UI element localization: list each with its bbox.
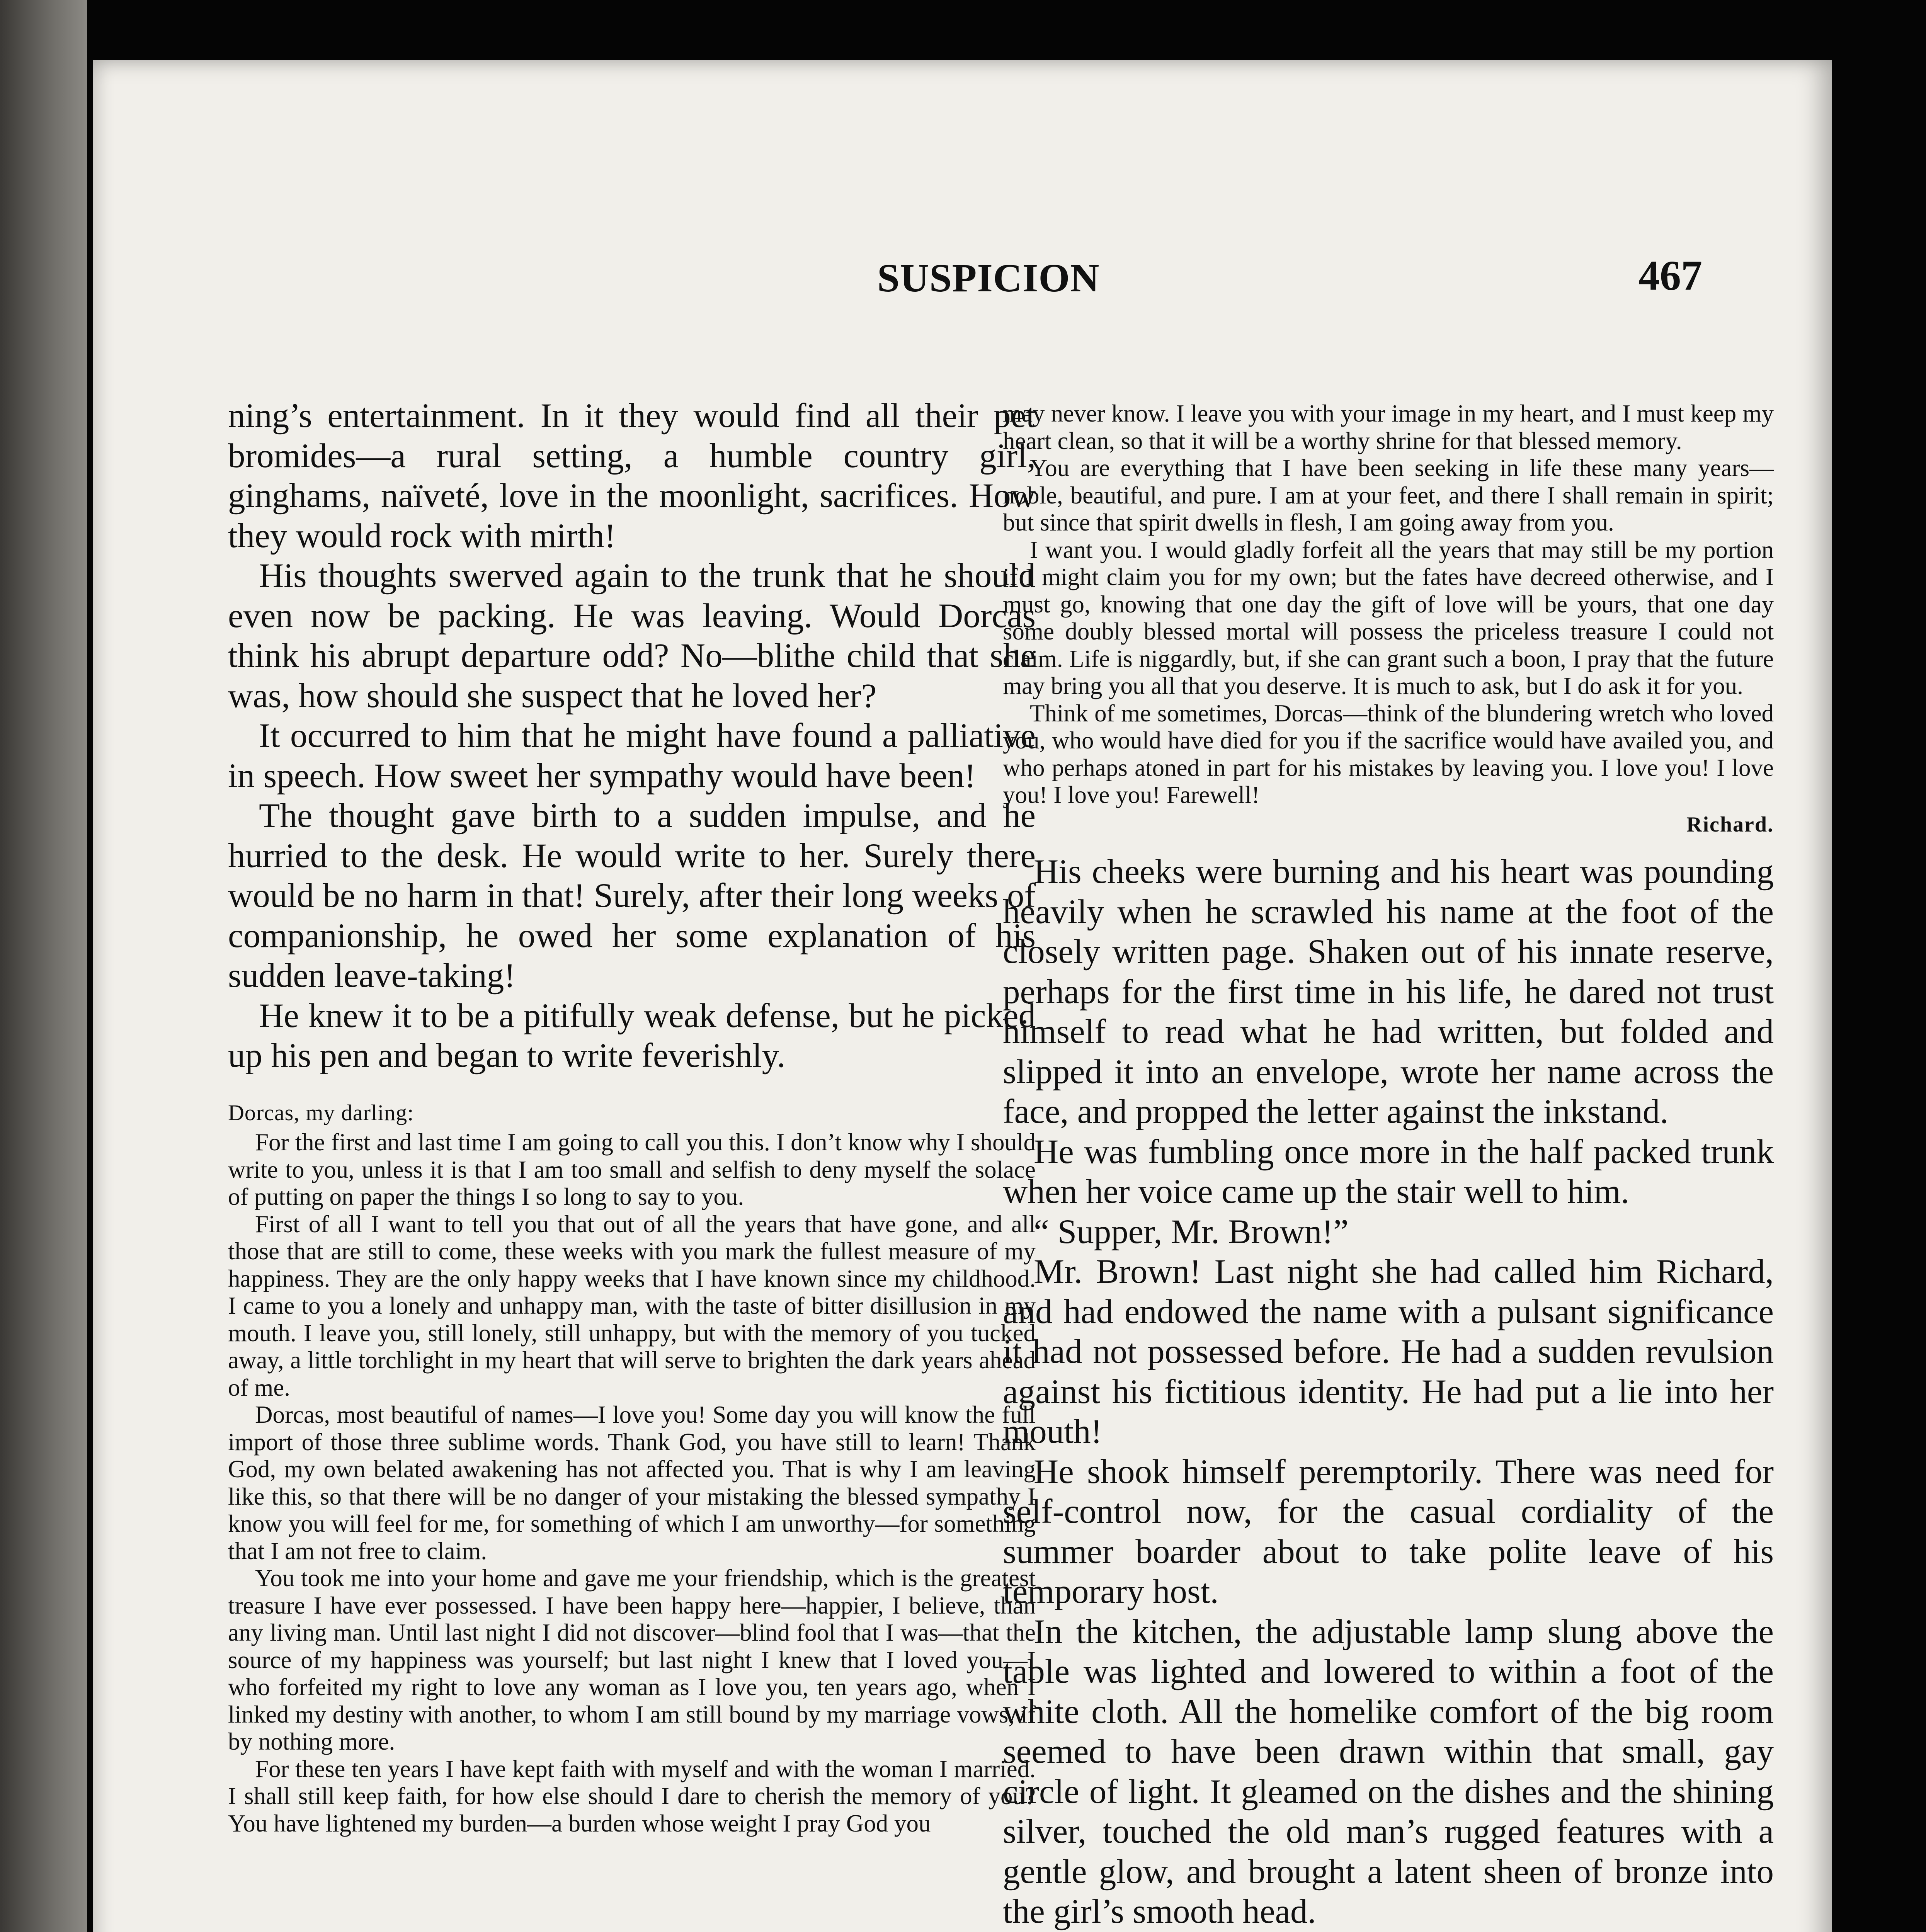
- running-head: [93, 252, 1832, 313]
- paragraph: In the kitchen, the adjustable lamp slung above the table was lighted and lowered to within a foot of the white cloth. All the homelike comfort of the big room seemed to have been drawn within that small, gay circle of light. It gleamed on the dishes and the shining silver, touched the old man’s rugged features with a gentle glow, and brought a latent sheen of bronze into the girl’s smooth head.: [1003, 1612, 1774, 1930]
- letter-paragraph: I want you. I would gladly forfeit all the years that may still be my portion if I might claim you for my own; but the fates have decreed otherwise, and I must go, knowing that one day the gift of love will be yours, that one day some doubly blessed mortal will possess the priceless treasure I could not claim. Life is niggardly, but, if she can grant such a boon, I pray that the future may bring you all that you deserve. It is much to ask, but I do ask it for you.: [1003, 536, 1774, 699]
- narrative-before-letter: [228, 396, 1036, 1076]
- right-column: [1003, 400, 1774, 1932]
- paragraph: “ Supper, Mr. Brown!”: [1034, 1213, 1349, 1251]
- letter-paragraph: First of all I want to tell you that out of all the years that have gone, and all those that are still to come, these weeks with you mark the fullest measure of my happiness. They are the only happy weeks that I have known since my childhood. I came to you a lonely and unhappy man, with the taste of bitter disillusion in my mouth. I leave you, still lonely, still unhappy, but with the memory of you tucked away, a little torchlight in my heart that will serve to brighten the dark years ahead of me.: [228, 1210, 1036, 1401]
- page-title: SUSPICION: [877, 256, 1100, 300]
- paragraph: It occurred to him that he might have found a palliative in speech. How sweet her sympathy would have been!: [228, 717, 1036, 795]
- book-page: [93, 60, 1832, 1932]
- page-number: 467: [1638, 252, 1702, 299]
- paragraph: He knew it to be a pitifully weak defense, but he picked up his pen and began to write feverishly.: [228, 997, 1036, 1075]
- letter-salutation: Dorcas, my darling:: [228, 1100, 414, 1125]
- narrative-after-letter: [1003, 852, 1774, 1932]
- paragraph: His thoughts swerved again to the trunk that he should even now be packing. He was leaving. Would Dorcas think his abrupt departure odd? No—blithe child that she was, how should she suspect that he loved her?: [228, 557, 1036, 715]
- paragraph: Mr. Brown! Last night she had called him Richard, and had endowed the name with a pulsant significance it had not possessed before. He had a sudden revulsion against his fictitious identity. He had put a lie into her mouth!: [1003, 1253, 1774, 1451]
- letter-paragraph: Think of me sometimes, Dorcas—think of the blundering wretch who loved you, who would have died for you if the sacrifice would have availed you, and who perhaps atoned in part for his mistakes by leaving you. I love you! I love you! I love you! Farewell!: [1003, 699, 1774, 808]
- letter-paragraph: For the first and last time I am going to call you this. I don’t know why I should write to you, unless it is that I am too small and selfish to deny myself the solace of putting on paper the things I so long to say to you.: [228, 1129, 1036, 1210]
- letter-paragraph: may never know. I leave you with your image in my heart, and I must keep my heart clean, so that it will be a worthy shrine for that blessed memory.: [1003, 400, 1774, 454]
- previous-page-edge: [0, 0, 87, 1932]
- letter-paragraph: For these ten years I have kept faith with myself and with the woman I married. I shall still keep faith, for how else should I dare to cherish the memory of you? You have lightened my burden—a burden whose weight I pray God you: [228, 1755, 1036, 1837]
- paragraph: His cheeks were burning and his heart was pounding heavily when he scrawled his name at the foot of the closely written page. Shaken out of his innate reserve, perhaps for the first time in his life, he dared not trust himself to read what he had written, but folded and slipped it into an envelope, wrote her name across the face, and propped the letter against the inkstand.: [1003, 853, 1774, 1131]
- letter-paragraph: Dorcas, most beautiful of names—I love you! Some day you will know the full import of those three sublime words. Thank God, you have still to learn! Thank God, my own belated awakening has not affected you. That is why I am leaving like this, so that there will be no danger of your mistaking the blessed sympathy I know you will feel for me, for something of which I am unworthy—for something that I am not free to claim.: [228, 1401, 1036, 1565]
- letter-paragraph: You took me into your home and gave me your friendship, which is the greatest treasure I have ever possessed. I have been happy here—happier, I believe, than any living man. Until last night I did not discover—blind fool that I was—that the source of my happiness was yourself; but last night I knew that I loved you—I who forfeited my right to love any woman as I love you, ten years ago, when I linked my destiny with another, to whom I am still bound by my marriage vows, if by nothing more.: [228, 1565, 1036, 1755]
- paragraph: He shook himself peremptorily. There was need for self-control now, for the casual cordiality of the summer boarder about to take polite leave of his temporary host.: [1003, 1452, 1774, 1611]
- letter-paragraph: You are everything that I have been seeking in life these many years—noble, beautiful, and pure. I am at your feet, and there I shall remain in spirit; but since that spirit dwells in flesh, I am going away from you.: [1003, 454, 1774, 536]
- paragraph: He was fumbling once more in the half packed trunk when her voice came up the stair well to him.: [1003, 1133, 1774, 1211]
- paragraph: ning’s entertainment. In it they would find all their pet bromides—a rural setting, a humble country girl, ginghams, naïveté, love in the moonlight, sacrifices. How they would rock with mirth!: [228, 397, 1036, 555]
- letter-text: [228, 1099, 1036, 1837]
- letter-signature: Richard.: [1686, 812, 1774, 837]
- left-column: [228, 396, 1036, 1837]
- paragraph: The thought gave birth to a sudden impulse, and he hurried to the desk. He would write to her. Surely there would be no harm in that! Surely, after their long weeks of companionship, he owed her some explanation of his sudden leave-taking!: [228, 797, 1036, 995]
- letter-continuation: [1003, 400, 1774, 838]
